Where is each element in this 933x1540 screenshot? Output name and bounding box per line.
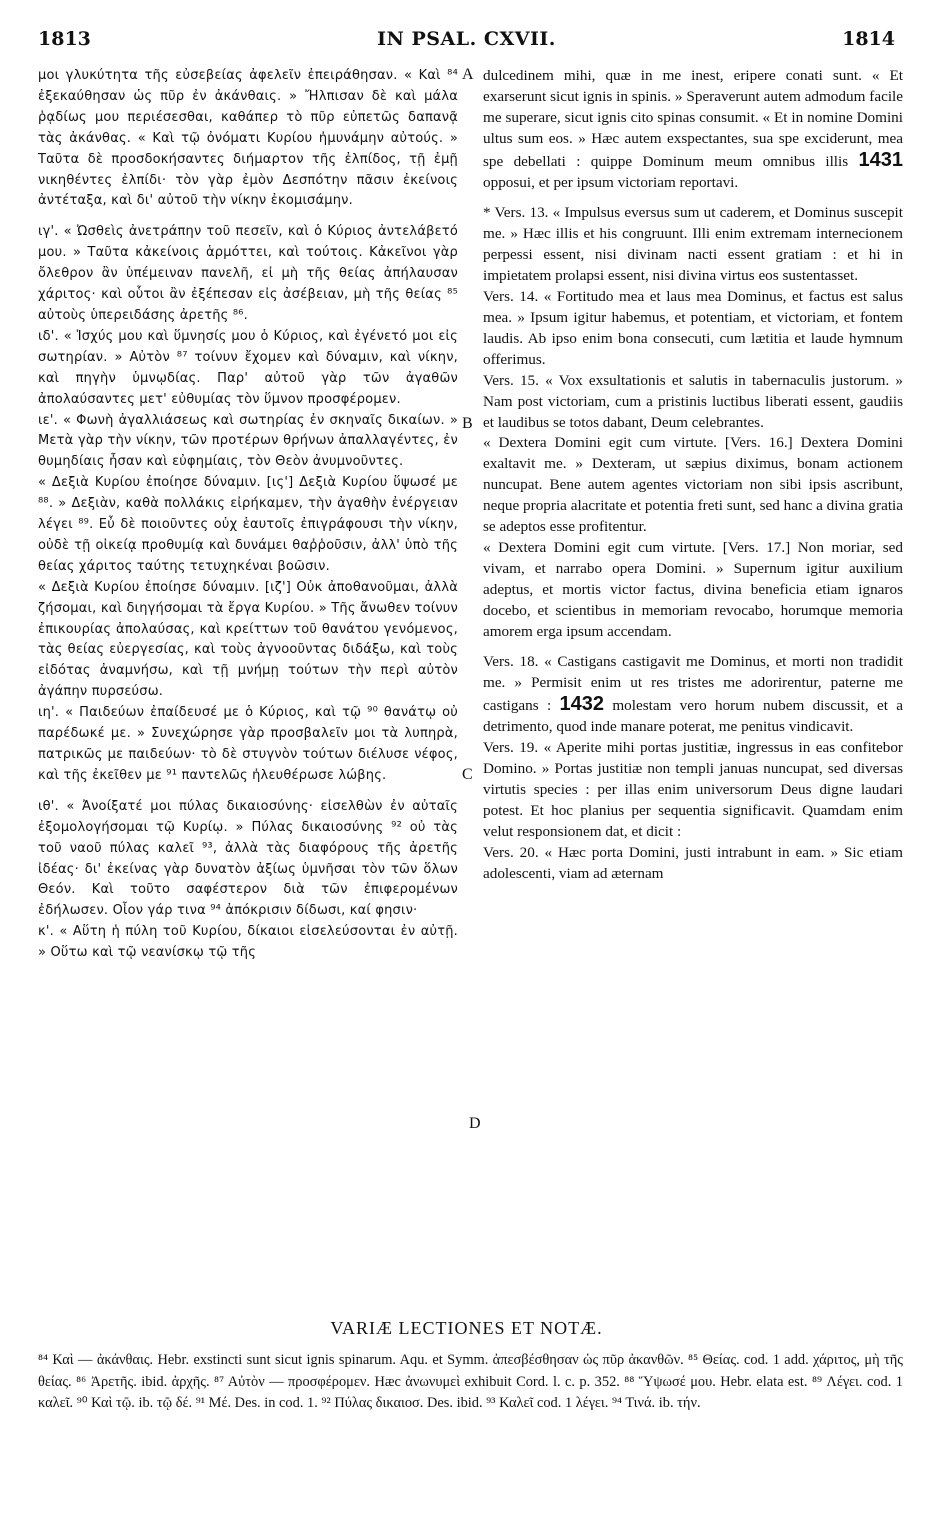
latin-text: dulcedinem mihi, quæ in me inest, eripere conati sunt. « Et exarserunt sicut ignis in spinis. » Speraverunt autem admodum facile me superare, sicut ignis cito spinas consumit. « Et in nomine Domini ultus sum eos. » Hæc autem exspectantes, sua spe exciderunt, mea spe debellati : quippe Dominum meum omnibus illis [483, 67, 903, 170]
latin-paragraph [483, 652, 903, 738]
greek-paragraph: ιθ'. « Ἀνοίξατέ μοι πύλας δικαιοσύνης· εἰσελθὼν ἐν αὐταῖς ἐξομολογήσομαι τῷ Κυρίῳ. » Πύλας δικαιοσύνης ⁹² οὐ τὰς τοῦ ναοῦ πύλας καλεῖ ⁹³, ἀλλὰ τὰς διαφόρους τῆς ἀρετῆς ἰδέας· δι' ἐκείνας γὰρ δυνατὸν ἀξίως ὑμνῆσαι τὸν τῶν ὅλων Θεόν. Καὶ τοῦτο σαφέστερον διὰ τῶν ἐπιφερομένων ἐδήλωσεν. Οἷον γάρ τινα ⁹⁴ ἀπόκρισιν δίδωσι, καί φησιν· [38, 798, 458, 919]
column-number: 1432 [559, 693, 605, 716]
notes-section [38, 1350, 903, 1415]
greek-paragraph: ιε'. « Φωνὴ ἀγαλλιάσεως καὶ σωτηρίας ἐν σκηναῖς δικαίων. » Μετὰ γὰρ τὴν νίκην, τῶν προτέρων θρήνων ἀπαλλαγέντες, ἐν θυμηδίαις ἦσαν καὶ εὐφημίαις, τὸν Θεὸν ἀνυμνοῦντες. [38, 412, 458, 470]
latin-column [483, 66, 903, 884]
latin-text: molestam vero horum nubem discussit, et a detrimento, quod inde manare poterat, me penitus vindicavit. [483, 697, 904, 736]
left-page-number: 1813 [38, 28, 91, 50]
latin-paragraph [483, 66, 903, 193]
latin-paragraph: Vers. 20. « Hæc porta Domini, justi intrabunt in eam. » Sic etiam adolescenti, viam ad æternam [483, 843, 903, 882]
greek-paragraph: « Δεξιὰ Κυρίου ἐποίησε δύναμιν. [ις'] Δεξιὰ Κυρίου ὕψωσέ με ⁸⁸. » Δεξιὰν, καθὰ πολλάκις εἰρήκαμεν, τὴν ἀγαθὴν ἐνέργειαν λέγει ⁸⁹. Εὖ δὲ ποιοῦντες οὐχ ἑαυτοῖς ἐπιγράφουσι τὴν νίκην, οὐδὲ τῇ οἰκείᾳ προθυμίᾳ καὶ δυνάμει θαῤῥοῦσιν, ἀλλ' ὑπὸ τῆς θείας χάριτος ταύτης τετυχηκέναι βοῶσιν. [38, 475, 458, 574]
latin-paragraph: Vers. 19. « Aperite mihi portas justitiæ, ingressus in eas confitebor Domino. » Portas justitiæ non templi januas nuncupat, sed diversas virtutis species : per illas enim universorum Deus digne laudari potest. Et hoc planius per sequentia significavit. Quamdam enim velut responsionem dat, et dicit : [483, 739, 903, 840]
notes-title: VARIÆ LECTIONES ET NOTÆ. [330, 1318, 603, 1338]
margin-letter-b: B [462, 415, 473, 432]
running-title: IN PSAL. CXVII. [377, 28, 556, 50]
greek-paragraph: μοι γλυκύτητα τῆς εὐσεβείας ἀφελεῖν ἐπειράθησαν. « Καὶ ⁸⁴ ἐξεκαύθησαν ὡς πῦρ ἐν ἀκάνθαις. » Ἤλπισαν δὲ καὶ μάλα ῥᾳδίως μου περιέσεσθαι, καθάπερ τὸ πῦρ εὐπετῶς δαπανᾷ τὰς ἀκάνθας. « Καὶ τῷ ὀνόματι Κυρίου ἠμυνάμην αὐτούς. » Ταῦτα δὲ προσδοκήσαντες διήμαρτον τῆς ἐλπίδος, τῇ ἐμῇ νικηθέντες ἐλπίδι· τὸν γὰρ ἐμὸν Δεσπότην πᾶσιν ἐκείνοις ἀντέταξα, καὶ δι' αὐτοῦ τὴν νίκην ἐκομισάμην. [38, 68, 458, 209]
latin-paragraph: « Dextera Domini egit cum virtute. [Vers. 16.] Dextera Domini exaltavit me. » Dexteram, ut sæpius diximus, bonam actionem nuncupat. Bene autem agentes victoriam non sibi ipsis ascribunt, neque propria alacritate et potentia freti sunt, sed hanc a divina gratia se adeptos esse profitentur. [483, 434, 904, 536]
notes-text: ⁸⁴ Καὶ — ἀκάνθαις. Hebr. exstincti sunt sicut ignis spinarum. Aqu. et Symm. ἀπεσβέσθησαν ὡς πῦρ ἀκανθῶν. ⁸⁵ Θείας. cod. 1 add. χάριτος, μὴ τῆς θείας. ⁸⁶ Ἀρετῆς. ibid. ἀρχῆς. ⁸⁷ Αὐτὸν — προσφέρομεν. Hæc ἀνωνυμεὶ exhibuit Cord. l. c. p. 352. ⁸⁸ Ὕψωσέ μου. Hebr. elata est. ⁸⁹ Λέγει. cod. 1 καλεῖ. ⁹⁰ Καὶ τῷ. ib. τῷ δέ. ⁹¹ Μέ. Des. in cod. 1. ⁹² Πύλας δικαιοσ. Des. ibid. ⁹³ Καλεῖ cod. 1 λέγει. ⁹⁴ Τινά. ib. τήν. [38, 1352, 903, 1412]
latin-paragraph: Vers. 14. « Fortitudo mea et laus mea Dominus, et factus est salus mea. » Ipsum igitur habemus, et potentiam, et victoriam, et fontem laudis. Ab ipso enim bona consecuti, cum lætitia et laude hymnum offerimus. [483, 288, 903, 368]
greek-paragraph: ιη'. « Παιδεύων ἐπαίδευσέ με ὁ Κύριος, καὶ τῷ ⁹⁰ θανάτῳ οὐ παρέδωκέ με. » Συνεχώρησε γὰρ προσβαλεῖν μοι τὰ λυπηρὰ, πατρικῶς με παιδεύων· τὸ δὲ στυγνὸν τούτων διέλυσε νέφος, καὶ τῆς ἐκεῖθεν με ⁹¹ παντελῶς ἠλευθέρωσε λώβης. [38, 705, 458, 783]
page-header [38, 28, 895, 58]
latin-paragraph: Vers. 15. « Vox exsultationis et salutis in tabernaculis justorum. » Nam post victoriam, cum a pristinis luctibus liberati essent, gaudiis et laudibus se totos dabant, Deum celebrantes. [483, 371, 903, 431]
latin-text: opposui, et per ipsum victoriam reportavi. [483, 173, 739, 191]
right-page-number: 1814 [842, 28, 895, 50]
latin-paragraph: « Dextera Domini egit cum virtute. [Vers. 17.] Non moriar, sed vivam, et narrabo opera Domini. » Supernum igitur auxilium adeptus, et mortis victor factus, divina beneficia etiam ignaros docebo, et scientibus in memoriam revocabo, horumque memoria amorem erga ipsum accendam. [483, 538, 903, 640]
greek-column [38, 66, 458, 964]
greek-paragraph: « Δεξιὰ Κυρίου ἐποίησε δύναμιν. [ιζ'] Οὐκ ἀποθανοῦμαι, ἀλλὰ ζήσομαι, καὶ διηγήσομαι τὰ ἔργα Κυρίου. » Τῆς ἄνωθεν τοίνυν ἐπικουρίας ἀπολαύσας, καὶ κρείττων τοῦ θανάτου γενόμενος, τὰς θείας εὐεργεσίας, καὶ τοὺς ἀγνοοῦντας διδάξω, καὶ τοὺς εἰδότας ἀναμνήσω, καὶ τῇ μνήμῃ τούτων τὴν περὶ αὐτὸν ἀγάπην πυρσεύσω. [38, 579, 458, 700]
column-number: 1431 [858, 148, 903, 171]
latin-text: Vers. 18. « Castigans castigavit me Dominus, et morti non tradidit me. » Permisit enim ut res tristes me adorirentur, paterne me castigans : [483, 653, 903, 715]
margin-letter-c: C [462, 766, 473, 783]
latin-paragraph: * Vers. 13. « Impulsus eversus sum ut caderem, et Dominus suscepit me. » Hæc illis et his congruunt. Illi enim extremam internecionem perpessi essent, nisi divinam nacti essent gratiam : et hi in impietatem prolapsi essent, nisi divina virtus eos sustentasset. [483, 204, 903, 285]
margin-letter-d: D [469, 1115, 481, 1132]
greek-paragraph: ιδ'. « Ἰσχύς μου καὶ ὕμνησίς μου ὁ Κύριος, καὶ ἐγένετό μοι εἰς σωτηρίαν. » Αὐτὸν ⁸⁷ τοίνυν ἔχομεν καὶ δύναμιν, καὶ νίκην, καὶ πηγὴν ὑμνῳδίας. Παρ' αὐτοῦ γὰρ τῶν ἀγαθῶν ἀπολαύσαντες μετ' εὐθυμίας τὸν ὕμνον προσφέρομεν. [38, 328, 458, 407]
greek-paragraph: ιγ'. « Ὠσθεὶς ἀνετράπην τοῦ πεσεῖν, καὶ ὁ Κύριος ἀντελάβετό μου. » Ταῦτα κἀκείνοις ἁρμόττει, καὶ τούτοις. Κἀκεῖνοι γὰρ ὄλεθρον ἂν ὑπέμειναν πανελῆ, εἰ μὴ τῆς θείας ἀπήλαυσαν χάριτος· καὶ οὗτοι ἂν ἐξέπεσαν εἰς ἀσέβειαν, μὴ τῆς θείας ⁸⁵ αὐτοὺς ὑπερειδάσης ἀρετῆς ⁸⁶. [38, 224, 458, 323]
margin-letter-a: A [462, 66, 474, 83]
greek-paragraph: κ'. « Αὕτη ἡ πύλη τοῦ Κυρίου, δίκαιοι εἰσελεύσονται ἐν αὐτῇ. » Οὕτω καὶ τῷ νεανίσκῳ τῷ τῆς [38, 924, 458, 961]
